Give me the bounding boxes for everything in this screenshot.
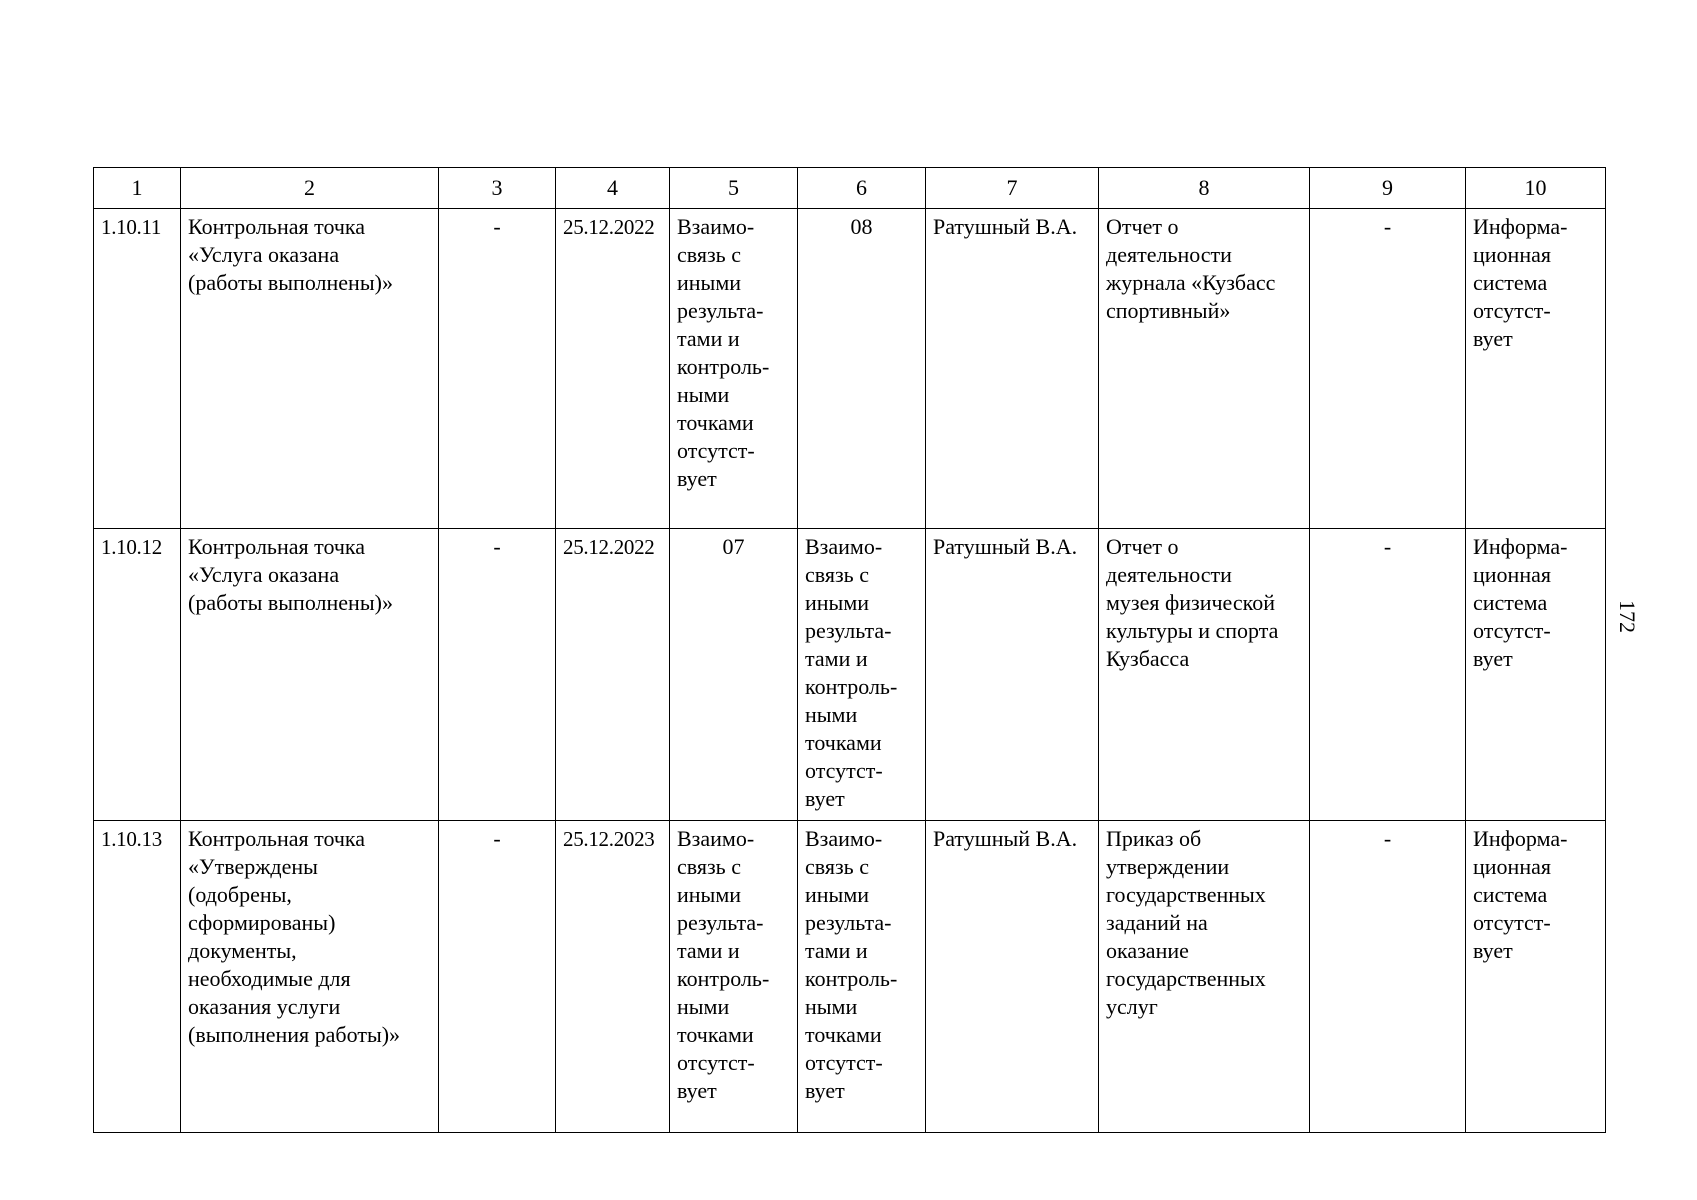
col6-value: Взаимо- связь с иными результа- тами и контроль- ными точками отсутст- вует <box>798 529 926 821</box>
document-type: Отчет о деятельности музея физической культуры и спорта Кузбасса <box>1099 529 1310 821</box>
col5-value: Взаимо- связь с иными результа- тами и контроль- ными точками отсутст- вует <box>670 821 798 1133</box>
row-number: 1.10.12 <box>94 529 181 821</box>
milestone-name: Контрольная точка «Услуга оказана (работы выполнены)» <box>181 529 439 821</box>
col9-value: - <box>1310 821 1466 1133</box>
row-number: 1.10.13 <box>94 821 181 1133</box>
info-system: Информа- ционная система отсутст- вует <box>1466 529 1606 821</box>
table-row <box>94 821 1606 1133</box>
table-row <box>94 209 1606 529</box>
responsible-person: Ратушный В.А. <box>926 821 1099 1133</box>
col6-value: 08 <box>798 209 926 529</box>
header-cell: 4 <box>556 168 670 209</box>
header-cell: 6 <box>798 168 926 209</box>
milestone-name: Контрольная точка «Утверждены (одобрены, сформированы) документы, необходимые для оказания услуги (выполнения работы)» <box>181 821 439 1133</box>
header-cell: 5 <box>670 168 798 209</box>
header-cell: 10 <box>1466 168 1606 209</box>
header-cell: 7 <box>926 168 1099 209</box>
header-cell: 2 <box>181 168 439 209</box>
col9-value: - <box>1310 529 1466 821</box>
info-system: Информа- ционная система отсутст- вует <box>1466 821 1606 1133</box>
header-row <box>94 168 1606 209</box>
responsible-person: Ратушный В.А. <box>926 529 1099 821</box>
info-system: Информа- ционная система отсутст- вует <box>1466 209 1606 529</box>
due-date: 25.12.2022 <box>556 529 670 821</box>
col3-value: - <box>439 529 556 821</box>
page-number: 172 <box>1615 600 1640 633</box>
document-type: Отчет о деятельности журнала «Кузбасс спортивный» <box>1099 209 1310 529</box>
col6-value: Взаимо- связь с иными результа- тами и контроль- ными точками отсутст- вует <box>798 821 926 1133</box>
row-number: 1.10.11 <box>94 209 181 529</box>
header-cell: 9 <box>1310 168 1466 209</box>
header-cell: 3 <box>439 168 556 209</box>
header-cell: 8 <box>1099 168 1310 209</box>
header-cell: 1 <box>94 168 181 209</box>
col3-value: - <box>439 821 556 1133</box>
col5-value: 07 <box>670 529 798 821</box>
col9-value: - <box>1310 209 1466 529</box>
due-date: 25.12.2022 <box>556 209 670 529</box>
table-row <box>94 529 1606 821</box>
document-type: Приказ об утверждении государственных заданий на оказание государственных услуг <box>1099 821 1310 1133</box>
col3-value: - <box>439 209 556 529</box>
milestone-name: Контрольная точка «Услуга оказана (работы выполнены)» <box>181 209 439 529</box>
responsible-person: Ратушный В.А. <box>926 209 1099 529</box>
due-date: 25.12.2023 <box>556 821 670 1133</box>
col5-value: Взаимо- связь с иными результа- тами и контроль- ными точками отсутст- вует <box>670 209 798 529</box>
plan-table <box>93 167 1606 1133</box>
